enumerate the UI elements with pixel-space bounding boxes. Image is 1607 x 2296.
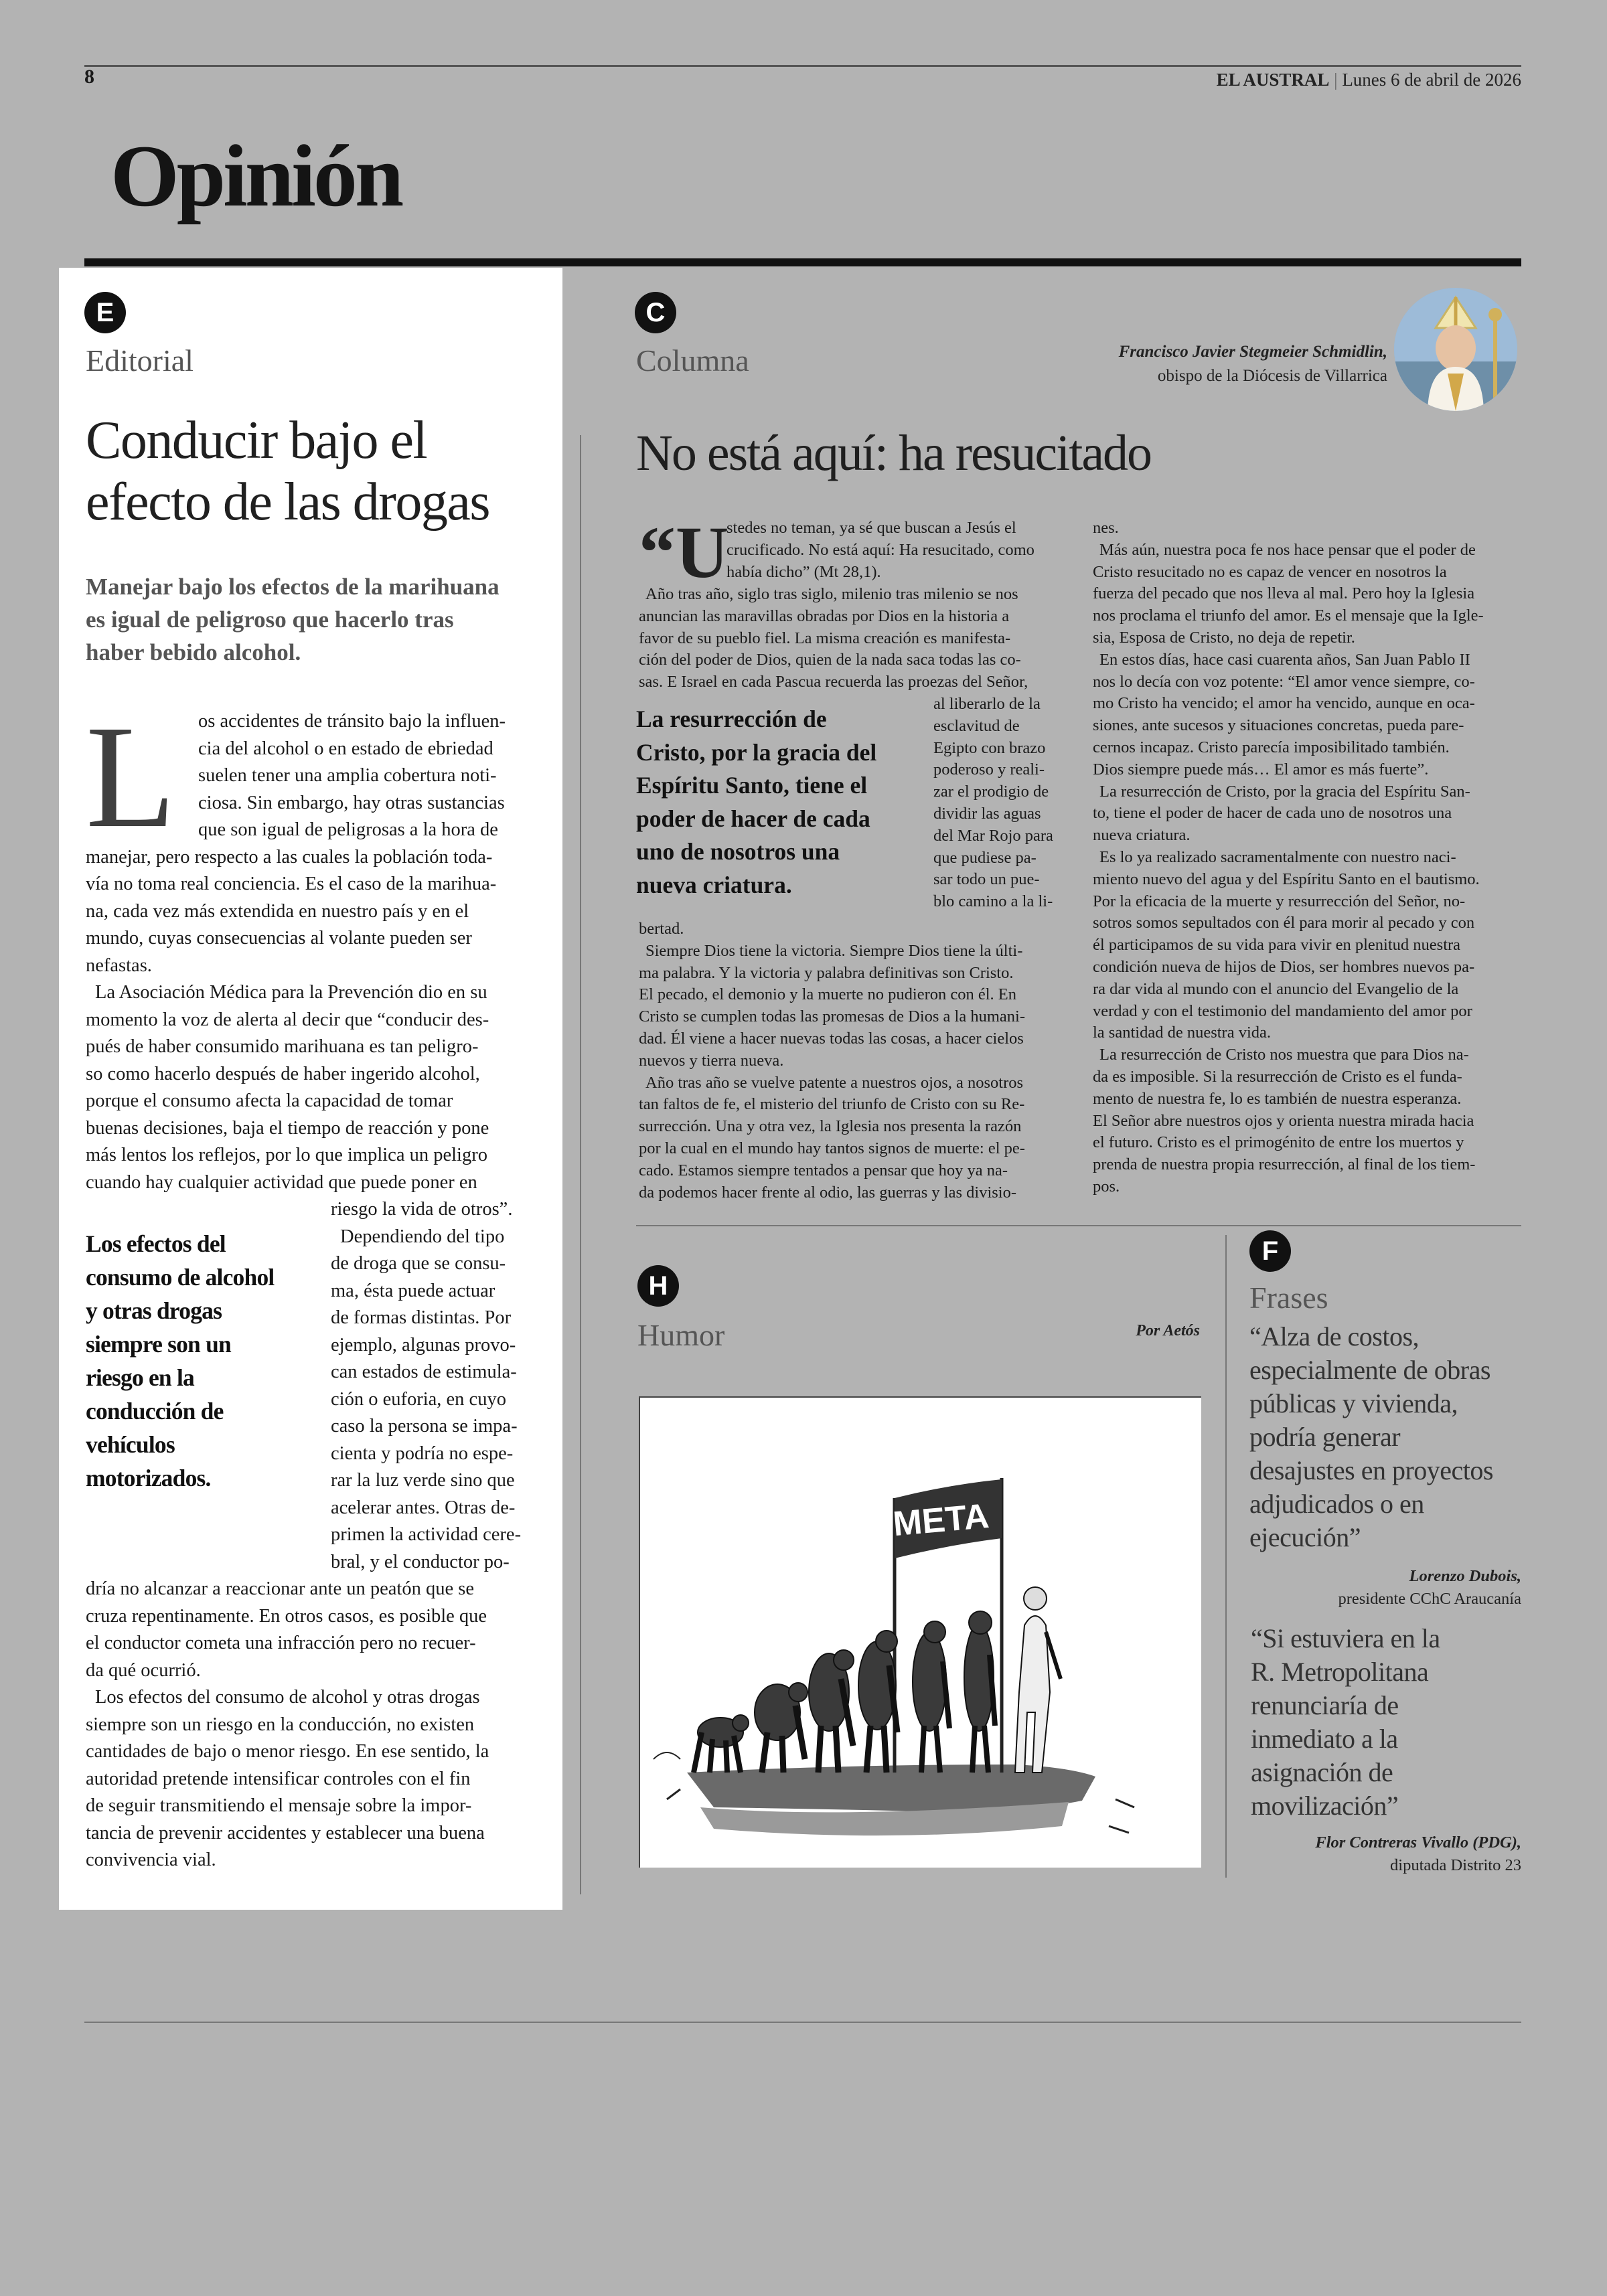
body-line: dría no alcanzar a reaccionar ante un peatón que se <box>86 1578 474 1599</box>
quote-line: públicas y vivienda, <box>1249 1388 1458 1418</box>
page-number: 8 <box>84 66 94 88</box>
evolution-cartoon-illustration <box>640 1398 1201 1868</box>
body-line: Por la eficacia de la muerte y resurrección del Señor, no- <box>1093 892 1466 910</box>
pullquote-line: uno de nosotros una <box>636 838 840 865</box>
body-line: miento nuevo del agua y del Espíritu Santo en el bautismo. <box>1093 870 1480 888</box>
frases-badge: F <box>1249 1230 1291 1272</box>
top-rule <box>84 65 1521 67</box>
body-line: esclavitud de <box>933 716 1020 735</box>
editorial-deck <box>86 570 548 669</box>
quote-line: R. Metropolitana <box>1251 1657 1429 1687</box>
body-line: favor de su pueblo fiel. La misma creación es manifesta- <box>639 629 1011 647</box>
attribution-role: diputada Distrito 23 <box>1390 1856 1521 1874</box>
quote-line: especialmente de obras <box>1249 1355 1490 1385</box>
body-line: momento la voz de alerta al decir que “conducir des- <box>86 1009 489 1030</box>
body-line: Los efectos del consumo de alcohol y otras drogas <box>95 1687 480 1708</box>
column-left-bottom <box>639 918 1067 1204</box>
body-line: dividir las aguas <box>933 804 1041 823</box>
column-kicker: Columna <box>636 343 749 378</box>
editorial-headline <box>86 410 554 533</box>
flag-text: META <box>891 1496 991 1544</box>
body-line: cia del alcohol o en estado de ebriedad <box>198 738 493 759</box>
column-left-top <box>639 584 1067 693</box>
quote-line: inmediato a la <box>1251 1724 1398 1754</box>
body-line: sia, Esposa de Cristo, no deja de repetir. <box>1093 628 1355 647</box>
body-line: verdad y con el testimonio del mandamiento del amor por <box>1093 1001 1472 1020</box>
body-line: de formas distintas. Por <box>331 1307 512 1328</box>
body-line: de seguir transmitiendo el mensaje sobre la impor- <box>86 1795 472 1816</box>
body-line: na, cada vez más extendida en nuestro país y en el <box>86 900 469 922</box>
body-line: so como hacerlo después de haber ingerido alcohol, <box>86 1063 480 1084</box>
body-line: tan faltos de fe, el misterio del triunfo de Cristo con su Re- <box>639 1095 1025 1114</box>
column-byline <box>1119 340 1387 388</box>
body-line: Es lo ya realizado sacramentalmente con nuestro naci- <box>1099 847 1456 866</box>
body-line: cernos incapaz. Cristo parecía imposibilitado también. <box>1093 738 1450 756</box>
pullquote-line: vehículos <box>86 1431 175 1458</box>
author-photo <box>1394 288 1517 411</box>
body-line: convivencia vial. <box>86 1850 216 1870</box>
pullquote-line: siempre son un <box>86 1331 231 1358</box>
frases-quote-1 <box>1249 1320 1524 1554</box>
body-line: autoridad pretende intensificar controles con el fin <box>86 1768 471 1789</box>
headline-line: efecto de las drogas <box>86 473 490 531</box>
body-line: ción o euforia, en cuyo <box>331 1388 506 1410</box>
humor-credit: Por Aetós <box>1136 1322 1200 1339</box>
body-line: acelerar antes. Otras de- <box>331 1497 516 1518</box>
quote-line: movilización” <box>1251 1791 1399 1821</box>
column-headline: No está aquí: ha resucitado <box>636 425 1152 481</box>
frases-kicker: Frases <box>1249 1281 1328 1315</box>
masthead: EL AUSTRAL | Lunes 6 de abril de 2026 <box>1216 70 1521 90</box>
body-line: Año tras año, siglo tras siglo, milenio tras milenio se nos <box>645 585 1018 603</box>
body-line: ra dar vida al mundo con el anuncio del Evangelio de la <box>1093 979 1459 998</box>
headline-line: Conducir bajo el <box>86 411 427 470</box>
body-line: surrección. Una y otra vez, la Iglesia nos presenta la razón <box>639 1117 1022 1136</box>
frases-quote-2 <box>1251 1622 1519 1823</box>
quote-line: “Si estuviera en la <box>1251 1623 1440 1653</box>
body-line: nefastas. <box>86 955 152 976</box>
body-line: nueva criatura. <box>1093 826 1191 845</box>
body-line: primen la actividad cere- <box>331 1524 522 1545</box>
quote-line: desajustes en proyectos <box>1249 1455 1493 1485</box>
frases-attribution-2 <box>1315 1831 1521 1877</box>
editorial-dropcap: L <box>86 695 176 858</box>
attribution-name: Lorenzo Dubois, <box>1409 1567 1521 1585</box>
pullquote-line: motorizados. <box>86 1465 211 1491</box>
footer-rule <box>84 2022 1521 2023</box>
body-line: stedes no teman, ya sé que buscan a Jesús el <box>726 519 1016 537</box>
body-line: el conductor cometa una infracción pero no recuer- <box>86 1633 476 1653</box>
column-badge: C <box>635 292 676 333</box>
editorial-body-bottom <box>86 1576 548 1874</box>
body-line: da podemos hacer frente al odio, las guerras y las divisio- <box>639 1183 1017 1202</box>
body-line: del Mar Rojo para <box>933 826 1053 845</box>
quote-line: “Alza de costos, <box>1249 1321 1420 1351</box>
body-line: rar la luz verde sino que <box>331 1470 515 1491</box>
body-line: Cristo se cumplen todas las promesas de Dios a la humani- <box>639 1007 1025 1026</box>
body-line: porque el consumo afecta la capacidad de tomar <box>86 1090 453 1111</box>
body-line: mo Cristo ha vencido; el amor ha vencido, aunque en oca- <box>1093 694 1475 713</box>
body-line: Año tras año se vuelve patente a nuestros ojos, a nosotros <box>645 1073 1024 1092</box>
pullquote-line: Cristo, por la gracia del <box>636 738 877 766</box>
body-line: tancia de prevenir accidentes y establecer una buena <box>86 1822 485 1843</box>
body-line: condición nueva de hijos de Dios, ser hombres nuevos pa- <box>1093 957 1475 976</box>
body-line: ma palabra. Y la victoria y palabra definitivas son Cristo. <box>639 963 1014 982</box>
body-line: fuerza del pecado que nos lleva al mal. Pero hoy la Iglesia <box>1093 584 1475 603</box>
body-line: buenas decisiones, baja el tiempo de reacción y pone <box>86 1117 489 1139</box>
body-line: Egipto con brazo <box>933 738 1046 757</box>
pullquote-line: Los efectos del <box>86 1230 226 1257</box>
body-line: anuncian las maravillas obradas por Dios en la historia a <box>639 606 1010 625</box>
column-right <box>1093 517 1521 1198</box>
body-line: cado. Estamos siempre tentados a pensar que hoy ya na- <box>639 1161 1008 1179</box>
quote-line: asignación de <box>1251 1757 1393 1787</box>
column-intro <box>726 517 1075 583</box>
editorial-body-narrow <box>331 1196 548 1576</box>
pullquote-line: conducción de <box>86 1398 224 1424</box>
humor-kicker: Humor <box>637 1318 725 1352</box>
pullquote-line: poder de hacer de cada <box>636 805 870 832</box>
body-line: caso la persona se impa- <box>331 1416 518 1437</box>
attribution-name: Flor Contreras Vivallo (PDG), <box>1315 1833 1521 1852</box>
body-line: ejemplo, algunas provo- <box>331 1334 516 1356</box>
body-line: que son igual de peligrosas a la hora de <box>198 819 498 840</box>
body-line: más lentos los reflejos, por lo que implica un peligro <box>86 1145 487 1165</box>
body-line: siempre son un riesgo en la conducción, no existen <box>86 1714 475 1735</box>
body-line: ción del poder de Dios, quien de la nada saca todas las co- <box>639 651 1021 669</box>
body-line: Dependiendo del tipo <box>340 1226 505 1247</box>
humor-badge: H <box>637 1265 679 1307</box>
body-line: él participamos de su vida para vivir en plenitud nuestra <box>1093 936 1461 955</box>
body-line: La resurrección de Cristo, por la gracia del Espíritu San- <box>1099 782 1470 801</box>
body-line: que pudiese pa- <box>933 848 1037 867</box>
body-line: prenda de nuestra propia resurrección, al final de los tiem- <box>1093 1155 1476 1174</box>
body-line: siones, ante sucesos y situaciones concretas, pueda pare- <box>1093 716 1464 735</box>
body-line: de droga que se consu- <box>331 1253 506 1274</box>
body-line: zar el prodigio de <box>933 783 1049 801</box>
body-line: suelen tener una amplia cobertura noti- <box>198 765 497 786</box>
body-line: En estos días, hace casi cuarenta años, San Juan Pablo II <box>1099 650 1470 669</box>
body-line: pués de haber consumido marihuana es tan peligro- <box>86 1036 479 1057</box>
body-line: bertad. <box>639 920 684 938</box>
body-line: da qué ocurrió. <box>86 1659 201 1681</box>
body-line: vía no toma real conciencia. Es el caso de la marihua- <box>86 874 497 894</box>
body-line: sar todo un pue- <box>933 870 1040 889</box>
body-line: cantidades de bajo o menor riesgo. En ese sentido, la <box>86 1741 489 1762</box>
body-line: nos proclama el triunfo del amor. Es el mensaje que la Igle- <box>1093 606 1484 625</box>
body-line: pos. <box>1093 1177 1120 1196</box>
pullquote-line: y otras drogas <box>86 1297 222 1324</box>
body-line: poderoso y reali- <box>933 760 1045 779</box>
deck-line: es igual de peligroso que hacerlo tras <box>86 606 454 633</box>
pullquote-line: La resurrección de <box>636 706 827 732</box>
body-line: Dios siempre puede más… El amor es más fuerte”. <box>1093 760 1429 778</box>
quote-line: podría generar <box>1249 1422 1401 1452</box>
column-bottom-rule <box>636 1225 1521 1226</box>
attribution-role: presidente CChC Araucanía <box>1338 1590 1521 1608</box>
quote-line: ejecución” <box>1249 1522 1361 1552</box>
body-line: nos lo decía con voz potente: “El amor vence siempre, co- <box>1093 672 1475 691</box>
body-line: to, tiene el poder de hacer de cada uno de nosotros una <box>1093 804 1452 823</box>
body-line: nuevos y tierra nueva. <box>639 1051 784 1070</box>
body-line: can estados de estimula- <box>331 1362 517 1382</box>
issue-date: Lunes 6 de abril de 2026 <box>1342 70 1521 90</box>
humor-cartoon <box>639 1396 1201 1868</box>
body-line: por la cual en el mundo hay tantos signos de muerte: el pe- <box>639 1139 1025 1157</box>
section-title: Opinión <box>110 127 402 225</box>
frases-divider <box>1225 1235 1227 1878</box>
quote-line: adjudicados o en <box>1249 1489 1424 1519</box>
deck-line: haber bebido alcohol. <box>86 639 301 665</box>
body-line: La Asociación Médica para la Prevención dio en su <box>95 982 487 1003</box>
body-line: la santidad de nuestra vida. <box>1093 1023 1272 1042</box>
body-line: ma, ésta puede actuar <box>331 1280 495 1301</box>
body-line: El pecado, el demonio y la muerte no pudieron con él. En <box>639 985 1017 1004</box>
author-name: Francisco Javier Stegmeier Schmidlin, <box>1118 343 1387 361</box>
body-line: mundo, cuyas consecuencias al volante pueden ser <box>86 928 472 949</box>
body-line: Cristo resucitado no es capaz de vencer en nosotros la <box>1093 562 1447 581</box>
column-divider <box>580 435 581 1894</box>
body-line: Más aún, nuestra poca fe nos hace pensar que el poder de <box>1099 540 1476 559</box>
body-line: cruza repentinamente. En otros casos, es posible que <box>86 1605 487 1627</box>
body-line: La resurrección de Cristo nos muestra que para Dios na- <box>1099 1046 1469 1064</box>
body-line: ciosa. Sin embargo, hay otras sustancias <box>198 792 505 813</box>
body-line: al liberarlo de la <box>933 695 1041 713</box>
body-line: dad. Él viene a hacer nuevas todas las cosas, a hacer cielos <box>639 1029 1024 1048</box>
section-rule <box>84 258 1521 266</box>
body-line: os accidentes de tránsito bajo la influen- <box>198 711 506 732</box>
body-line: cienta y podría no espe- <box>331 1443 514 1464</box>
body-line: riesgo la vida de otros”. <box>331 1199 513 1220</box>
column-pullquote <box>636 703 904 902</box>
editorial-pullquote <box>86 1227 307 1495</box>
body-line: da es imposible. Si la resurrección de Cristo es el funda- <box>1093 1067 1462 1086</box>
body-line: el futuro. Cristo es el primogénito de entre los muertos y <box>1093 1133 1464 1152</box>
body-line: Siempre Dios tiene la victoria. Siempre Dios tiene la últi- <box>645 941 1023 960</box>
body-line: cuando hay cualquier actividad que puede poner en <box>86 1171 477 1193</box>
body-line: mento de nuestra fe, lo es también de nuestra esperanza. <box>1093 1089 1462 1108</box>
body-line: había dicho” (Mt 28,1). <box>726 562 881 581</box>
body-line: nes. <box>1093 519 1119 537</box>
author-role: obispo de la Diócesis de Villarrica <box>1157 367 1387 385</box>
body-line: bral, y el conductor po- <box>331 1551 510 1572</box>
editorial-kicker: Editorial <box>86 343 194 378</box>
editorial-body-top <box>86 708 548 1196</box>
body-line: crucificado. No está aquí: Ha resucitado, como <box>726 540 1035 559</box>
editorial-badge: E <box>84 292 126 333</box>
deck-line: Manejar bajo los efectos de la marihuana <box>86 574 500 600</box>
pullquote-line: Espíritu Santo, tiene el <box>636 772 868 799</box>
column-dropcap-quote: “U <box>639 511 729 593</box>
quote-line: renunciaría de <box>1251 1690 1399 1720</box>
body-line: El Señor abre nuestros ojos y orienta nuestra mirada hacia <box>1093 1111 1474 1130</box>
body-line: manejar, pero respecto a las cuales la población toda- <box>86 846 493 868</box>
body-line: blo camino a la li- <box>933 892 1053 911</box>
publication-name: EL AUSTRAL <box>1216 70 1330 90</box>
pullquote-line: riesgo en la <box>86 1364 194 1391</box>
pullquote-line: consumo de alcohol <box>86 1264 275 1291</box>
column-left-narrow <box>933 693 1067 913</box>
frases-attribution-1 <box>1338 1565 1521 1611</box>
body-line: sas. E Israel en cada Pascua recuerda las proezas del Señor, <box>639 673 1028 691</box>
pullquote-line: nueva criatura. <box>636 871 792 898</box>
body-line: sotros somos sepultados con él para morir al pecado y con <box>1093 914 1475 932</box>
